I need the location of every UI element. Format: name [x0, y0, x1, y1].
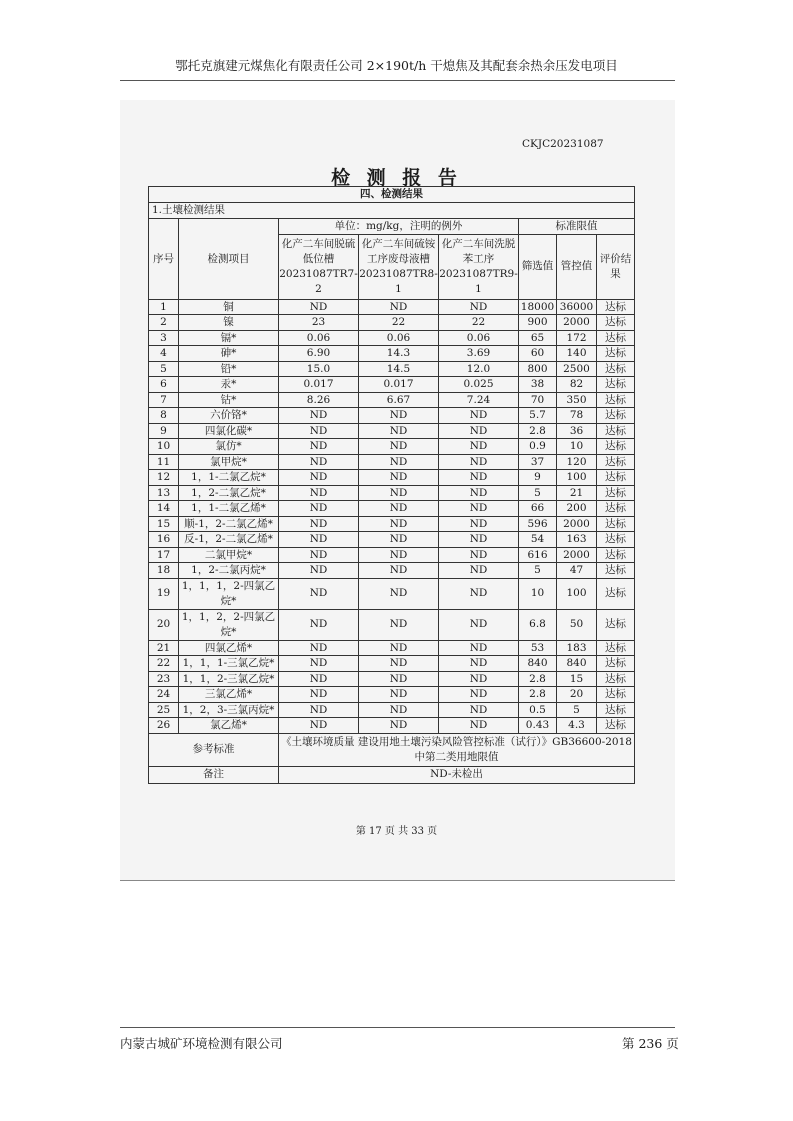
header-sample-tr8-1: 化产二车间硫铵工序废母液槽20231087TR8-1: [359, 234, 439, 299]
row-seq: 13: [149, 485, 179, 501]
row-control: 350: [557, 392, 597, 408]
table-row: [149, 718, 635, 734]
row-seq: 14: [149, 501, 179, 517]
row-evaluation: 达标: [597, 439, 635, 455]
row-screening: 54: [519, 532, 557, 548]
header-screening-value: 筛选值: [519, 234, 557, 299]
row-control: 2000: [557, 547, 597, 563]
row-value-tr7-2: ND: [279, 408, 359, 424]
reference-standard: 《土壤环境质量 建设用地土壤污染风险管控标准（试行）》GB36600-2018 中第二类用地限值: [279, 733, 635, 766]
row-control: 2000: [557, 516, 597, 532]
row-control: 15: [557, 671, 597, 687]
row-control: 20: [557, 687, 597, 703]
row-screening: 70: [519, 392, 557, 408]
row-value-tr8-1: ND: [359, 640, 439, 656]
footer-page-number: 第 236 页: [622, 1036, 679, 1051]
row-item: 1，2-二氯丙烷*: [179, 563, 279, 579]
row-evaluation: 达标: [597, 547, 635, 563]
row-screening: 65: [519, 330, 557, 346]
row-evaluation: 达标: [597, 609, 635, 640]
unit-note: 单位：mg/kg，注明的例外: [279, 219, 519, 235]
row-value-tr8-1: 22: [359, 315, 439, 331]
row-seq: 23: [149, 671, 179, 687]
row-value-tr9-1: ND: [439, 532, 519, 548]
row-value-tr9-1: ND: [439, 687, 519, 703]
row-value-tr9-1: 22: [439, 315, 519, 331]
page-header: 鄂托克旗建元煤焦化有限责任公司 2×190t/h 干熄焦及其配套余热余压发电项目: [175, 58, 618, 73]
table-row: [149, 315, 635, 331]
row-value-tr7-2: ND: [279, 563, 359, 579]
table-row: [149, 485, 635, 501]
row-value-tr9-1: 3.69: [439, 346, 519, 362]
row-seq: 3: [149, 330, 179, 346]
row-control: 140: [557, 346, 597, 362]
row-evaluation: 达标: [597, 532, 635, 548]
table-row: [149, 392, 635, 408]
row-value-tr7-2: 23: [279, 315, 359, 331]
row-value-tr7-2: ND: [279, 516, 359, 532]
row-item: 1，1，2，2-四氯乙烷*: [179, 609, 279, 640]
footer-rule: [120, 1027, 675, 1028]
row-seq: 18: [149, 563, 179, 579]
row-value-tr8-1: ND: [359, 609, 439, 640]
subsection-title: 1.土壤检测结果: [149, 203, 635, 219]
row-control: 100: [557, 578, 597, 609]
table-row: [149, 640, 635, 656]
row-screening: 5.7: [519, 408, 557, 424]
row-value-tr8-1: ND: [359, 547, 439, 563]
row-control: 10: [557, 439, 597, 455]
table-row: [149, 361, 635, 377]
row-value-tr8-1: 0.06: [359, 330, 439, 346]
row-seq: 2: [149, 315, 179, 331]
row-item: 镍: [179, 315, 279, 331]
row-item: 1，1，2-三氯乙烷*: [179, 671, 279, 687]
row-value-tr8-1: ND: [359, 687, 439, 703]
table-row: [149, 702, 635, 718]
row-item: 二氯甲烷*: [179, 547, 279, 563]
row-value-tr7-2: ND: [279, 718, 359, 734]
row-screening: 0.5: [519, 702, 557, 718]
row-value-tr8-1: 14.5: [359, 361, 439, 377]
row-control: 47: [557, 563, 597, 579]
row-value-tr7-2: ND: [279, 702, 359, 718]
row-value-tr9-1: ND: [439, 485, 519, 501]
row-value-tr7-2: ND: [279, 671, 359, 687]
row-value-tr7-2: ND: [279, 299, 359, 315]
row-screening: 37: [519, 454, 557, 470]
row-value-tr9-1: ND: [439, 702, 519, 718]
header-sample-tr9-1: 化产二车间洗脱苯工序20231087TR9-1: [439, 234, 519, 299]
row-item: 氯仿*: [179, 439, 279, 455]
row-item: 钴*: [179, 392, 279, 408]
row-screening: 18000: [519, 299, 557, 315]
row-evaluation: 达标: [597, 361, 635, 377]
row-evaluation: 达标: [597, 702, 635, 718]
row-value-tr7-2: ND: [279, 485, 359, 501]
row-item: 三氯乙烯*: [179, 687, 279, 703]
footer-company: 内蒙古城矿环境检测有限公司: [120, 1036, 283, 1051]
row-value-tr8-1: ND: [359, 439, 439, 455]
row-screening: 840: [519, 656, 557, 672]
header-control-value: 管控值: [557, 234, 597, 299]
row-value-tr7-2: ND: [279, 454, 359, 470]
row-evaluation: 达标: [597, 671, 635, 687]
row-value-tr8-1: ND: [359, 299, 439, 315]
row-seq: 22: [149, 656, 179, 672]
row-value-tr8-1: 14.3: [359, 346, 439, 362]
row-item: 1，1，1-三氯乙烷*: [179, 656, 279, 672]
header-sample-tr7-2: 化产二车间脱硫低位槽20231087TR7-2: [279, 234, 359, 299]
row-value-tr8-1: ND: [359, 423, 439, 439]
header-standard-limits: 标准限值: [519, 219, 635, 235]
row-screening: 2.8: [519, 671, 557, 687]
row-evaluation: 达标: [597, 640, 635, 656]
row-item: 顺-1，2-二氯乙烯*: [179, 516, 279, 532]
table-row: [149, 516, 635, 532]
row-control: 2500: [557, 361, 597, 377]
row-value-tr9-1: 0.025: [439, 377, 519, 393]
row-value-tr9-1: ND: [439, 609, 519, 640]
row-value-tr8-1: ND: [359, 501, 439, 517]
row-value-tr9-1: ND: [439, 640, 519, 656]
table-row: [149, 547, 635, 563]
row-seq: 4: [149, 346, 179, 362]
row-item: 1，1-二氯乙烷*: [179, 470, 279, 486]
row-evaluation: 达标: [597, 408, 635, 424]
header-item: 检测项目: [179, 219, 279, 300]
header-rule: [120, 80, 675, 81]
report-title: 检 测 报 告: [331, 167, 462, 189]
row-item: 四氯乙烯*: [179, 640, 279, 656]
row-value-tr8-1: ND: [359, 485, 439, 501]
row-control: 21: [557, 485, 597, 501]
row-control: 50: [557, 609, 597, 640]
row-seq: 11: [149, 454, 179, 470]
row-control: 200: [557, 501, 597, 517]
row-seq: 17: [149, 547, 179, 563]
row-evaluation: 达标: [597, 377, 635, 393]
row-control: 36: [557, 423, 597, 439]
row-item: 1，1，1，2-四氯乙烷*: [179, 578, 279, 609]
row-evaluation: 达标: [597, 563, 635, 579]
row-item: 铅*: [179, 361, 279, 377]
table-row: [149, 408, 635, 424]
row-screening: 0.9: [519, 439, 557, 455]
row-seq: 8: [149, 408, 179, 424]
row-value-tr7-2: ND: [279, 501, 359, 517]
row-control: 78: [557, 408, 597, 424]
row-value-tr9-1: ND: [439, 671, 519, 687]
table-row: [149, 609, 635, 640]
row-evaluation: 达标: [597, 470, 635, 486]
row-seq: 19: [149, 578, 179, 609]
inner-page-number: 第 17 页 共 33 页: [355, 826, 438, 837]
row-screening: 60: [519, 346, 557, 362]
row-seq: 25: [149, 702, 179, 718]
row-seq: 5: [149, 361, 179, 377]
row-value-tr9-1: ND: [439, 501, 519, 517]
row-item: 反-1，2-二氯乙烯*: [179, 532, 279, 548]
row-value-tr7-2: 8.26: [279, 392, 359, 408]
table-row: [149, 423, 635, 439]
row-seq: 12: [149, 470, 179, 486]
section-title: 四、检测结果: [149, 187, 635, 203]
row-value-tr9-1: ND: [439, 439, 519, 455]
row-control: 172: [557, 330, 597, 346]
row-value-tr8-1: 6.67: [359, 392, 439, 408]
row-evaluation: 达标: [597, 330, 635, 346]
reference-label: 参考标准: [149, 733, 279, 766]
row-item: 氯甲烷*: [179, 454, 279, 470]
row-item: 1，1-二氯乙烯*: [179, 501, 279, 517]
row-evaluation: 达标: [597, 516, 635, 532]
row-screening: 5: [519, 563, 557, 579]
row-screening: 53: [519, 640, 557, 656]
table-row: [149, 330, 635, 346]
row-value-tr7-2: 0.06: [279, 330, 359, 346]
row-value-tr9-1: ND: [439, 718, 519, 734]
row-screening: 616: [519, 547, 557, 563]
row-value-tr7-2: ND: [279, 640, 359, 656]
row-seq: 26: [149, 718, 179, 734]
row-seq: 1: [149, 299, 179, 315]
row-value-tr8-1: ND: [359, 563, 439, 579]
row-value-tr7-2: ND: [279, 439, 359, 455]
row-screening: 596: [519, 516, 557, 532]
table-row: [149, 532, 635, 548]
table-row: [149, 470, 635, 486]
row-value-tr8-1: ND: [359, 470, 439, 486]
row-control: 82: [557, 377, 597, 393]
row-value-tr9-1: ND: [439, 547, 519, 563]
row-value-tr7-2: ND: [279, 687, 359, 703]
row-seq: 7: [149, 392, 179, 408]
row-seq: 15: [149, 516, 179, 532]
table-row: [149, 578, 635, 609]
row-value-tr7-2: 0.017: [279, 377, 359, 393]
row-screening: 10: [519, 578, 557, 609]
row-value-tr8-1: ND: [359, 578, 439, 609]
row-evaluation: 达标: [597, 315, 635, 331]
row-item: 氯乙烯*: [179, 718, 279, 734]
row-screening: 0.43: [519, 718, 557, 734]
row-value-tr8-1: ND: [359, 408, 439, 424]
row-control: 2000: [557, 315, 597, 331]
document-code: CKJC20231087: [522, 138, 604, 150]
row-screening: 5: [519, 485, 557, 501]
row-value-tr9-1: ND: [439, 470, 519, 486]
table-row: [149, 299, 635, 315]
row-item: 镉*: [179, 330, 279, 346]
row-value-tr8-1: ND: [359, 718, 439, 734]
row-screening: 9: [519, 470, 557, 486]
row-value-tr9-1: 12.0: [439, 361, 519, 377]
row-value-tr8-1: ND: [359, 532, 439, 548]
row-value-tr9-1: 0.06: [439, 330, 519, 346]
table-row: [149, 656, 635, 672]
row-screening: 900: [519, 315, 557, 331]
row-seq: 21: [149, 640, 179, 656]
row-evaluation: 达标: [597, 299, 635, 315]
row-seq: 10: [149, 439, 179, 455]
row-item: 汞*: [179, 377, 279, 393]
row-value-tr7-2: ND: [279, 609, 359, 640]
row-evaluation: 达标: [597, 501, 635, 517]
row-seq: 9: [149, 423, 179, 439]
row-value-tr9-1: 7.24: [439, 392, 519, 408]
row-evaluation: 达标: [597, 346, 635, 362]
table-row: [149, 377, 635, 393]
row-evaluation: 达标: [597, 423, 635, 439]
row-value-tr9-1: ND: [439, 408, 519, 424]
row-seq: 20: [149, 609, 179, 640]
row-control: 183: [557, 640, 597, 656]
row-value-tr7-2: ND: [279, 578, 359, 609]
row-seq: 16: [149, 532, 179, 548]
row-evaluation: 达标: [597, 687, 635, 703]
row-value-tr7-2: 6.90: [279, 346, 359, 362]
row-value-tr9-1: ND: [439, 578, 519, 609]
row-evaluation: 达标: [597, 454, 635, 470]
row-value-tr9-1: ND: [439, 299, 519, 315]
table-row: [149, 454, 635, 470]
row-item: 砷*: [179, 346, 279, 362]
row-evaluation: 达标: [597, 392, 635, 408]
table-row: [149, 687, 635, 703]
row-seq: 24: [149, 687, 179, 703]
row-value-tr9-1: ND: [439, 563, 519, 579]
remark-text: ND-未检出: [279, 766, 635, 783]
row-value-tr8-1: 0.017: [359, 377, 439, 393]
row-control: 840: [557, 656, 597, 672]
row-item: 六价铬*: [179, 408, 279, 424]
row-value-tr8-1: ND: [359, 516, 439, 532]
row-control: 163: [557, 532, 597, 548]
row-value-tr7-2: 15.0: [279, 361, 359, 377]
row-value-tr7-2: ND: [279, 532, 359, 548]
row-seq: 6: [149, 377, 179, 393]
table-row: [149, 439, 635, 455]
row-value-tr9-1: ND: [439, 516, 519, 532]
row-control: 36000: [557, 299, 597, 315]
remark-label: 备注: [149, 766, 279, 783]
row-item: 1，2-二氯乙烷*: [179, 485, 279, 501]
row-value-tr9-1: ND: [439, 454, 519, 470]
row-control: 4.3: [557, 718, 597, 734]
row-screening: 2.8: [519, 687, 557, 703]
row-value-tr7-2: ND: [279, 470, 359, 486]
table-row: [149, 563, 635, 579]
row-evaluation: 达标: [597, 485, 635, 501]
row-evaluation: 达标: [597, 718, 635, 734]
row-value-tr7-2: ND: [279, 547, 359, 563]
row-item: 1，2，3-三氯丙烷*: [179, 702, 279, 718]
header-evaluation: 评价结果: [597, 234, 635, 299]
row-control: 120: [557, 454, 597, 470]
row-evaluation: 达标: [597, 656, 635, 672]
row-item: 铜: [179, 299, 279, 315]
header-seq: 序号: [149, 219, 179, 300]
row-control: 5: [557, 702, 597, 718]
row-value-tr8-1: ND: [359, 702, 439, 718]
row-screening: 66: [519, 501, 557, 517]
row-value-tr9-1: ND: [439, 656, 519, 672]
row-value-tr8-1: ND: [359, 671, 439, 687]
table-row: [149, 501, 635, 517]
row-screening: 38: [519, 377, 557, 393]
row-value-tr7-2: ND: [279, 656, 359, 672]
row-screening: 6.8: [519, 609, 557, 640]
row-item: 四氯化碳*: [179, 423, 279, 439]
row-evaluation: 达标: [597, 578, 635, 609]
scan-bottom-rule: [120, 880, 675, 881]
row-screening: 800: [519, 361, 557, 377]
row-value-tr8-1: ND: [359, 454, 439, 470]
row-value-tr7-2: ND: [279, 423, 359, 439]
table-row: [149, 346, 635, 362]
row-value-tr8-1: ND: [359, 656, 439, 672]
row-screening: 2.8: [519, 423, 557, 439]
table-row: [149, 671, 635, 687]
row-value-tr9-1: ND: [439, 423, 519, 439]
soil-results-table: [148, 186, 635, 784]
row-control: 100: [557, 470, 597, 486]
